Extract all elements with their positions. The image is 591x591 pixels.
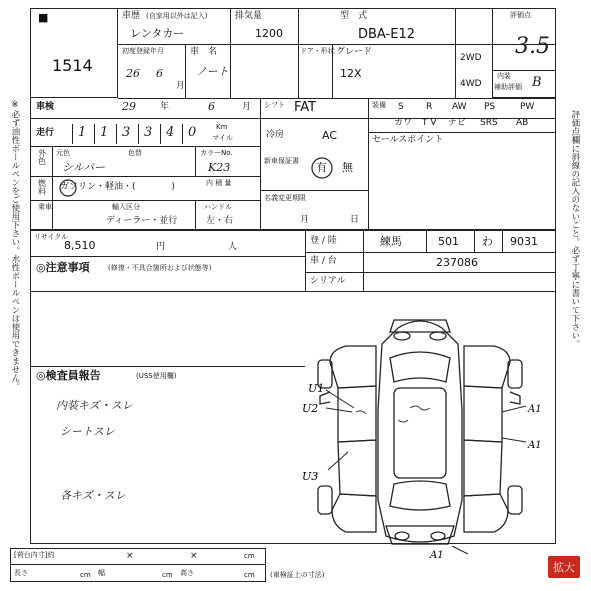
mileage-digit: 1 [78, 125, 87, 140]
interior-sub: 補助評価 [494, 83, 522, 91]
damage-mark-a1-a: A1 [528, 404, 542, 415]
height-cm: cm [244, 571, 255, 579]
inspector-note-1: 内装キズ・スレ [56, 399, 133, 412]
shift-value: FAT [294, 100, 317, 115]
handle-label: ハンドル [204, 203, 232, 211]
chassis-label: 車 / 台 [310, 256, 337, 266]
ac-value: AC [322, 129, 338, 142]
interior-value: B [532, 75, 542, 90]
chassis-value: 237086 [436, 256, 478, 269]
equipment-label: 装備 [372, 101, 386, 109]
first-reg-month: 6 [156, 67, 163, 80]
damage-mark-u1: U1 [308, 382, 325, 395]
fuel-value: ガソリン・軽油・( ) [60, 182, 176, 192]
length-cm: cm [80, 571, 91, 579]
first-reg-label: 初度登録年月 [122, 47, 164, 55]
mileage-divider [72, 124, 73, 144]
equipment-item: AW [452, 102, 467, 112]
capacity-unit: 人 [228, 242, 238, 252]
inspector-note-2: シートスレ [60, 425, 115, 438]
lot-number: 1514 [52, 56, 93, 75]
equipment-item: R [426, 102, 433, 112]
bottom-note: (車検証上の寸法) [270, 571, 325, 579]
mileage-divider [94, 124, 95, 144]
inspection-year-unit: 年 [160, 102, 170, 112]
bottom-cm: cm [244, 552, 255, 560]
drive-2wd: 2WD [460, 53, 482, 63]
length-label: 長さ [14, 569, 28, 577]
warranty-circle [310, 156, 334, 180]
inspector-label: ◎検査員報告 [36, 369, 101, 382]
reg-region: 練馬 [380, 235, 402, 248]
mileage-digit: 0 [188, 125, 197, 140]
zoom-button[interactable]: 拡大 [548, 556, 580, 578]
mileage-digit: 1 [100, 125, 109, 140]
score-label: 評価点 [510, 11, 531, 19]
equipment-item: SRS [480, 118, 498, 128]
damage-mark-a1-c: A1 [430, 550, 444, 561]
mileage-divider [160, 124, 161, 144]
warranty-label: 新車保証書 [264, 157, 299, 165]
interior-label: 内装 [497, 72, 511, 80]
equipment-item: T V [422, 118, 437, 128]
color-code-label: カラーNo. [200, 149, 233, 157]
mileage-unit-km: Km [216, 123, 228, 131]
lot-mark: ■ [38, 11, 49, 24]
capacity-label: 内 積 量 [206, 179, 232, 187]
serial-label: シリアル [310, 276, 346, 286]
equipment-item: PS [484, 102, 496, 112]
recycle-value: 8,510 [64, 239, 96, 252]
damage-mark-u2: U2 [302, 402, 319, 415]
car-name-value: ノート [196, 65, 229, 78]
model-type-label: 型 式 [340, 11, 368, 21]
mileage-divider [182, 124, 183, 144]
equipment-item: S [398, 102, 404, 112]
car-diagram [290, 300, 550, 561]
right-margin-note: 評価点欄に斜線の記入のないこと。必ず丁寧に書いて下さい。 [569, 110, 580, 348]
exterior-label: 外色 [38, 149, 46, 166]
reg-class: 501 [438, 235, 459, 248]
inspection-month: 6 [208, 100, 215, 113]
inspector-note-3: 各キズ・スレ [60, 489, 126, 502]
import-label: 輸入区分 [112, 203, 140, 211]
mileage-label: 走行 [36, 128, 55, 138]
inspection-label: 車検 [36, 102, 55, 112]
import-value: ディーラー・並行 [106, 216, 178, 226]
reg-label: 登 / 陸 [310, 236, 337, 246]
grade-value: 12X [340, 67, 362, 80]
car-name-label: 車 名 [190, 47, 218, 57]
mileage-unit-mile: マイル [212, 134, 233, 142]
dim-x-2: × [190, 551, 198, 561]
vehicle-history-value: レンタカー [130, 27, 185, 40]
width-label: 幅 [98, 569, 105, 577]
score-value: 3.5 [515, 34, 550, 59]
drive-4wd: 4WD [460, 79, 482, 89]
grade-label: グレード [336, 47, 373, 57]
name-change-day: 日 [350, 215, 360, 225]
warranty-no: 無 [342, 161, 353, 174]
bottom-row-label: [荷台内寸]約 [14, 551, 55, 559]
displacement-value: 1200 [255, 27, 283, 40]
mileage-digit: 3 [122, 125, 131, 140]
mileage-digit: 4 [166, 125, 175, 140]
selling-points-label: セールスポイント [372, 135, 444, 145]
notes-label: ◎注意事項 [36, 261, 90, 274]
width-cm: cm [162, 571, 173, 579]
recycle-label: リサイクル [34, 233, 69, 241]
ac-label: 冷房 [266, 130, 285, 140]
reg-kana: わ [482, 235, 493, 248]
name-change-month: 月 [300, 215, 310, 225]
model-type-value: DBA-E12 [358, 27, 415, 42]
height-label: 高さ [180, 569, 194, 577]
equipment-item: ナビ [448, 118, 467, 128]
equipment-item: PW [520, 102, 535, 112]
equipment-item: AB [516, 118, 529, 128]
inspector-sub: (USS使用欄) [136, 372, 177, 380]
color-value: シルバー [62, 161, 105, 174]
fuel-label: 燃料 [38, 179, 46, 196]
vehicle-history-label: 車歴 [122, 11, 141, 21]
damage-mark-a1-b: A1 [528, 440, 542, 451]
handle-value: 左・右 [206, 216, 234, 226]
dim-x-1: × [126, 551, 134, 561]
mileage-digit: 3 [144, 125, 153, 140]
inspection-month-unit: 月 [242, 102, 252, 112]
first-reg-year: 26 [126, 67, 140, 80]
color-change-label: 色替 [128, 149, 142, 157]
warranty-yes: 有 [316, 161, 327, 174]
mileage-divider [116, 124, 117, 144]
fuel-circle [58, 178, 78, 198]
notes-sub: (修復・不具合箇所および状態等) [108, 264, 212, 272]
doors-label: ドア・形状 [300, 47, 335, 55]
seats-label: 乗車 [38, 203, 52, 211]
equipment-item: カワ [394, 118, 413, 128]
displacement-label: 排気量 [235, 11, 263, 21]
name-change-label: 名義変更期限 [264, 194, 306, 202]
vehicle-history-note: (自家用以外は記入) [146, 12, 208, 20]
damage-mark-u3: U3 [302, 470, 319, 483]
inspection-year: 29 [122, 100, 136, 113]
original-color-label: 元色 [56, 149, 70, 157]
reg-number: 9031 [510, 235, 538, 248]
left-margin-note: ※必ず油性ボールペンをご使用下さい。水性ボールペンは使用できません。 [9, 100, 20, 391]
recycle-yen: 円 [156, 242, 166, 252]
color-code-value: K23 [208, 161, 231, 174]
shift-label: シフト [264, 101, 285, 109]
first-reg-month-unit: 月 [176, 81, 186, 91]
mileage-divider [138, 124, 139, 144]
